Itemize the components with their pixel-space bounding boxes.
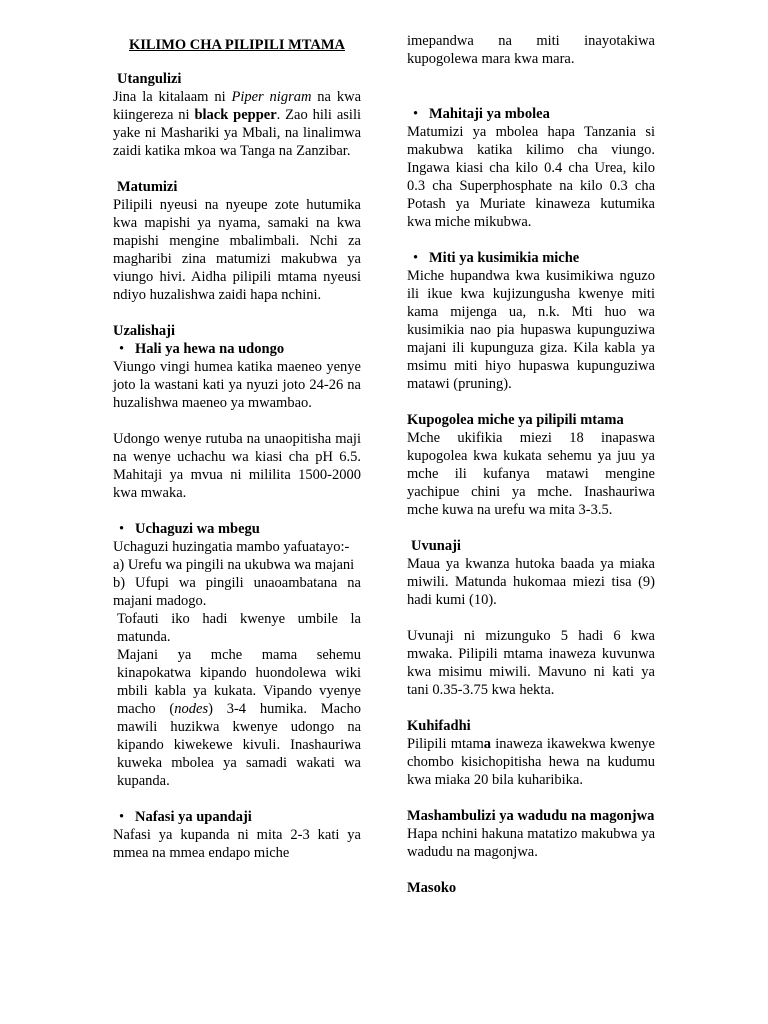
bullet-icon: • <box>413 250 419 266</box>
hali-paragraph-1: Viungo vingi humea katika maeneo yenye joto la wastani kati ya nyuzi joto 24-26 na huzalishwa maeneo ya mwambao. <box>113 359 361 411</box>
nafasi-paragraph: Nafasi ya kupanda ni mita 2-3 kati ya mmea na mmea endapo miche <box>113 827 361 861</box>
matumizi-heading: Matumizi <box>117 179 178 195</box>
continuation-paragraph: imepandwa na miti inayotakiwa kupogolewa mara kwa mara. <box>407 33 655 67</box>
miti-paragraph: Miche hupandwa kwa kusimikiwa nguzo ili ikue kwa kujizungusha kwenye miti kama mijenga ua, n.k. Mti huo wa kusimikia nao pia hupaswa kupunguziwa majani ili kupunguza giza. Kila kabla ya msimu miti hiyo hupaswa kupunguziwa matawi (pruning). <box>407 268 655 392</box>
left-column <box>113 32 361 862</box>
uvunaji-paragraph-1: Maua ya kwanza hutoka baada ya miaka miwili. Matunda hukomaa miezi tisa (9) hadi kumi (10). <box>407 556 655 608</box>
utangulizi-paragraph: Jina la kitalaam ni Piper nigram na kwa kiingereza ni black pepper. Zao hili asili yake ni Mashariki ya Mbali, na linalimwa zaidi katika mkoa wa Tanga na Zanzibar. <box>113 89 361 159</box>
bullet-icon: • <box>119 809 125 825</box>
right-column <box>407 32 655 897</box>
hali-paragraph-2: Udongo wenye rutuba na unaopitisha maji na wenye uchachu wa kiasi cha pH 6.5. Mahitaji ya mvua ni mililita 1500-2000 kwa mwaka. <box>113 431 361 501</box>
mbolea-bullet: • Mahitaji ya mbolea <box>413 106 550 122</box>
masoko-heading: Masoko <box>407 880 457 896</box>
uchaguzi-line-4: Tofauti iko hadi kwenye umbile la matunda. <box>117 611 361 645</box>
kupogolea-heading: Kupogolea miche ya pilipili mtama <box>407 412 624 428</box>
hali-bullet: • Hali ya hewa na udongo <box>119 341 285 357</box>
uchaguzi-line-5: Majani ya mche mama sehemu kinapokatwa kipando huondolewa wiki mbili kabla ya kukata. Vipando vyenye macho (nodes) 3-4 humika. Macho mawili huzikwa kwenye udongo na kipando kiwekewe kivuli. Inashauriwa kuweka mbolea ya samadi wakati wa kupanda. <box>117 647 361 789</box>
miti-bullet: • Miti ya kusimikia miche <box>413 250 580 266</box>
mashambulizi-paragraph: Hapa nchini hakuna matatizo makubwa ya wadudu na magonjwa. <box>407 826 655 860</box>
uvunaji-paragraph-2: Uvunaji ni mizunguko 5 hadi 6 kwa mwaka. Pilipili mtama inaweza kuvunwa kwa misimu miwili. Mavuno ni kati ya tani 0.35-3.75 kwa hekta. <box>407 628 655 698</box>
matumizi-paragraph: Pilipili nyeusi na nyeupe zote hutumika kwa mapishi ya nyama, samaki na kwa mapishi mengine mbalimbali. Nchi za magharibi zina matumizi makubwa ya viungo hivi. Aidha pilipili mtama nyeusi ndiyo huzalishwa zaidi hapa nchini. <box>113 197 361 303</box>
kuhifadhi-paragraph: Pilipili mtama inaweza ikawekwa kwenye chombo kisichopitisha hewa na kudumu kwa miaka 20 bila kuharibika. <box>407 736 655 788</box>
uchaguzi-line-1: Uchaguzi huzingatia mambo yafuatayo:- <box>113 539 350 555</box>
bullet-icon: • <box>413 106 419 122</box>
mashambulizi-heading: Mashambulizi ya wadudu na magonjwa <box>407 808 655 824</box>
uchaguzi-bullet: • Uchaguzi wa mbegu <box>119 521 260 537</box>
kupogolea-paragraph: Mche ukifikia miezi 18 inapaswa kupogolea kwa kukata sehemu ya juu ya mche ili kufanya matawi mengine yachipue chini ya mche. Inashauriwa mche kuwa na urefu wa mita 3-3.5. <box>407 430 655 518</box>
kuhifadhi-heading: Kuhifadhi <box>407 718 471 734</box>
bullet-icon: • <box>119 341 125 357</box>
utangulizi-heading: Utangulizi <box>117 71 182 87</box>
bullet-icon: • <box>119 521 125 537</box>
uchaguzi-line-2: a) Urefu wa pingili na ukubwa wa majani <box>113 557 355 573</box>
uvunaji-heading: Uvunaji <box>411 538 461 554</box>
uzalishaji-heading: Uzalishaji <box>113 323 176 339</box>
nafasi-bullet: • Nafasi ya upandaji <box>119 809 252 825</box>
document-title: KILIMO CHA PILIPILI MTAMA <box>128 37 346 53</box>
mbolea-paragraph: Matumizi ya mbolea hapa Tanzania si makubwa katika kilimo cha viungo. Ingawa kiasi cha kilo 0.4 cha Urea, kilo 0.3 cha Superphosphate na kilo 0.3 cha Potash ya Muriate kinaweza kutumika kwa miche mikubwa. <box>407 124 655 230</box>
uchaguzi-line-3: b) Ufupi wa pingili unaoambatana na majani madogo. <box>113 575 361 609</box>
